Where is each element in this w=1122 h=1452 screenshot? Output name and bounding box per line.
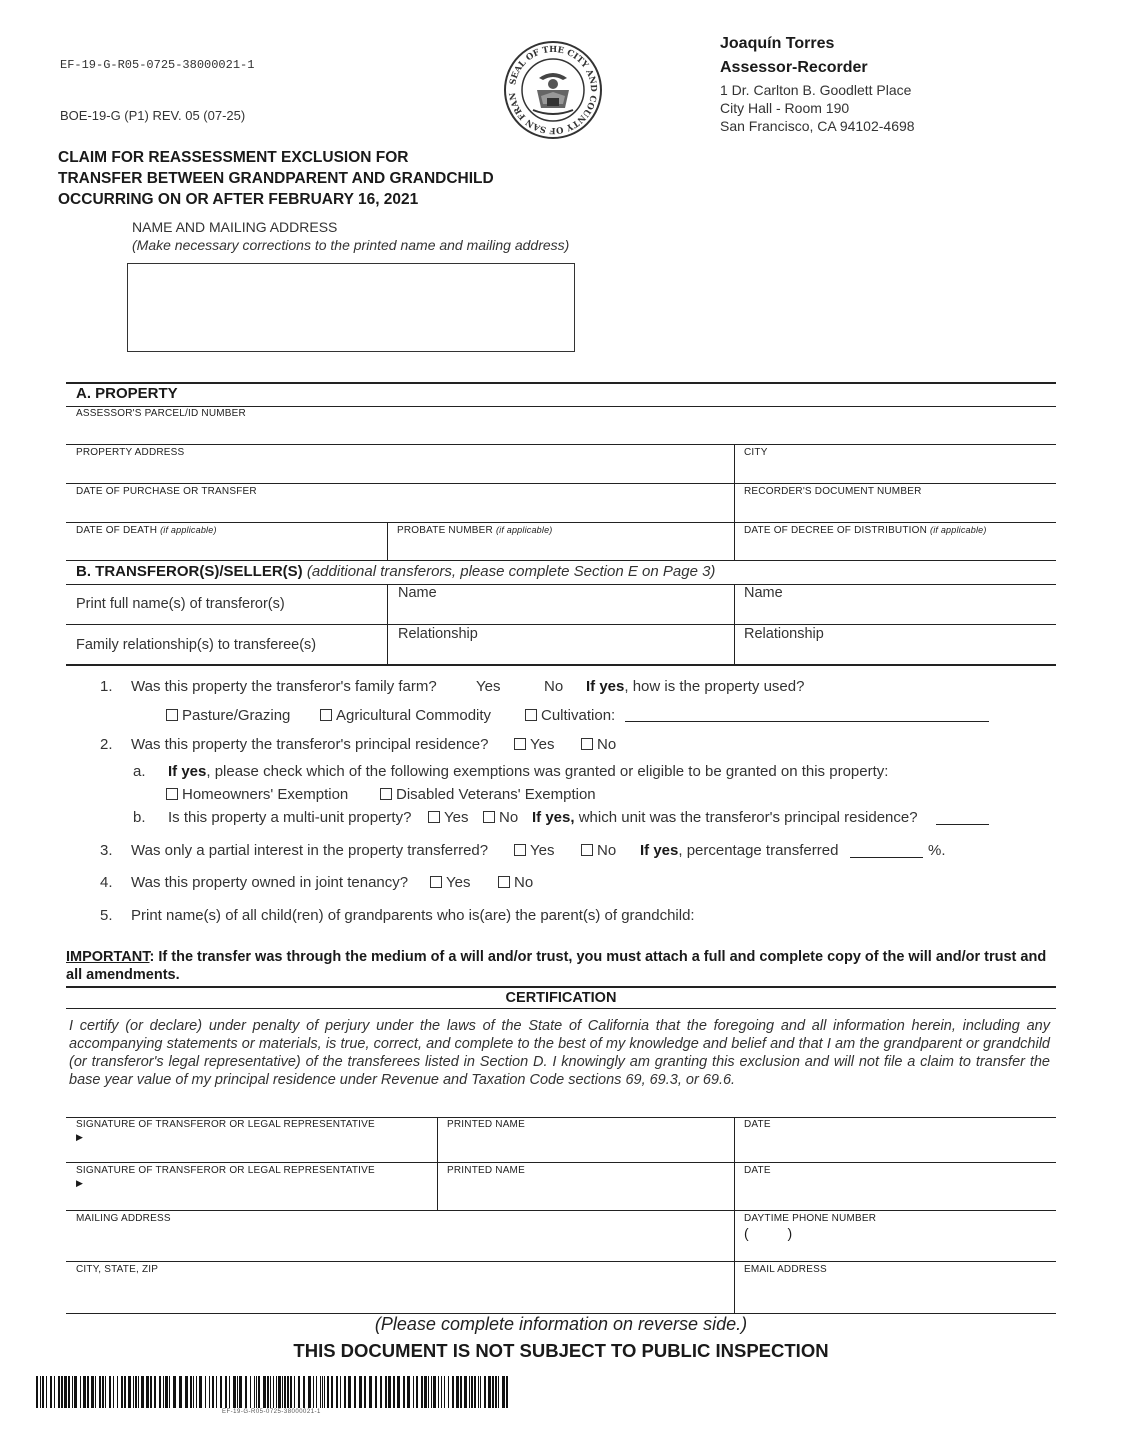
recorder-doc-label: RECORDER'S DOCUMENT NUMBER [744, 486, 922, 497]
date-death-text: DATE OF DEATH [76, 525, 158, 536]
q2a-opt-label: Disabled Veterans' Exemption [396, 786, 596, 803]
assessor-name: Joaquín Torres [720, 35, 835, 52]
printed-name-2-label: PRINTED NAME [447, 1165, 525, 1176]
transferor-name-1-input[interactable] [388, 603, 733, 623]
assessor-address-line: City Hall - Room 190 [720, 100, 850, 116]
important-text: : If the transfer was through the medium of a will and/or trust, you must attach a full and complete copy of the will and/or trust and all amendments. [66, 949, 1047, 983]
mailing-address-box[interactable] [127, 263, 575, 352]
checkbox[interactable] [166, 788, 178, 800]
q2b-follow-text: which unit was the transferor's principal residence? [578, 809, 918, 826]
q2-no-option[interactable] [581, 736, 616, 753]
relationship-row-label: Family relationship(s) to transferee(s) [76, 637, 317, 653]
q4-yes-option[interactable] [430, 874, 470, 891]
parcel-label: ASSESSOR'S PARCEL/ID NUMBER [76, 408, 246, 419]
percent-sign: %. [928, 842, 946, 859]
checkbox[interactable] [525, 709, 537, 721]
q1-text: Was this property the transferor's family farm? [131, 678, 437, 695]
date-1-input[interactable] [735, 1132, 1055, 1160]
relationship-label: Relationship [398, 626, 478, 642]
date-death-input[interactable] [66, 537, 386, 559]
relationship-2-input[interactable] [735, 644, 1055, 664]
q2a-num: a. [133, 763, 146, 780]
barcode-text: EF-19-G-R05-0725-38000021-1 [222, 1409, 321, 1415]
city-state-zip-input[interactable] [66, 1277, 733, 1311]
date-2-input[interactable] [735, 1178, 1055, 1208]
city-input[interactable] [734, 458, 1056, 482]
form-title-line: OCCURRING ON OR AFTER FEBRUARY 16, 2021 [58, 191, 419, 208]
form-number: BOE-19-G (P1) REV. 05 (07-25) [60, 108, 246, 123]
printed-name-1-input[interactable] [438, 1132, 733, 1160]
property-address-input[interactable] [66, 458, 733, 482]
q2a-text [168, 763, 888, 780]
q3-if-yes: If yes [640, 842, 679, 859]
q3-no-option[interactable] [581, 842, 616, 859]
q3-text: Was only a partial interest in the property transferred? [131, 842, 489, 859]
checkbox[interactable] [428, 811, 440, 823]
q3-num: 3. [100, 842, 113, 859]
if-applicable-note: (if applicable) [495, 525, 553, 535]
relationship-1-input[interactable] [388, 644, 733, 664]
decree-input[interactable] [734, 537, 1056, 559]
percentage-input[interactable] [850, 843, 923, 858]
section-b-subtitle: (additional transferors, please complete Section E on Page 3) [306, 563, 716, 580]
assessor-title: Assessor-Recorder [720, 59, 868, 76]
q2b-yes-label: Yes [444, 809, 469, 826]
signature-arrow-icon: ▶ [76, 1132, 83, 1142]
q2b-followup [532, 809, 918, 826]
not-public-notice: THIS DOCUMENT IS NOT SUBJECT TO PUBLIC INSPECTION [293, 1340, 829, 1361]
checkbox[interactable] [514, 738, 526, 750]
checkbox[interactable] [166, 709, 178, 721]
important-label: IMPORTANT [66, 949, 150, 965]
q1-follow-text: , how is the property used? [624, 678, 805, 695]
phone-input[interactable]: ( ) [744, 1225, 793, 1241]
reverse-note: (Please complete information on reverse side.) [374, 1314, 748, 1334]
q2a-opt-label: Homeowners' Exemption [182, 786, 349, 803]
q1-no-option[interactable]: No [544, 678, 564, 695]
q1-opt-pasture[interactable] [166, 707, 290, 724]
email-label: EMAIL ADDRESS [744, 1264, 827, 1275]
assessor-address-line: San Francisco, CA 94102-4698 [720, 118, 915, 134]
q1-opt-label: Agricultural Commodity [336, 707, 492, 724]
q1-opt-cultivation[interactable] [525, 707, 615, 724]
q5-num: 5. [100, 907, 113, 924]
date-1-label: DATE [744, 1119, 771, 1130]
seal-ring-text: SEAL OF THE CITY AND COUNTY OF SAN FRAN [507, 44, 599, 136]
q5-text: Print name(s) of all child(ren) of grandparents who is(are) the parent(s) of grandchild: [131, 907, 695, 924]
checkbox[interactable] [430, 876, 442, 888]
checkbox[interactable] [380, 788, 392, 800]
name-label: Name [744, 585, 783, 601]
checkbox[interactable] [581, 844, 593, 856]
q1-followup [586, 678, 804, 695]
q5-input[interactable] [131, 925, 1051, 943]
signature-1-label: SIGNATURE OF TRANSFEROR OR LEGAL REPRESENTATIVE [76, 1119, 375, 1130]
q2-text: Was this property the transferor's principal residence? [131, 736, 489, 753]
signature-1-input[interactable] [90, 1132, 430, 1160]
q2a-opt-veterans[interactable] [380, 786, 596, 803]
mailing-address-label: MAILING ADDRESS [76, 1213, 171, 1224]
q2b-if-yes: If yes, [532, 809, 575, 826]
q4-num: 4. [100, 874, 113, 891]
q3-yes-option[interactable] [514, 842, 554, 859]
q2b-no-label: No [499, 809, 519, 826]
recorder-doc-input[interactable] [734, 497, 1056, 521]
signature-2-input[interactable] [90, 1178, 430, 1208]
probate-label [397, 525, 552, 536]
certification-text: I certify (or declare) under penalty of perjury under the laws of the State of California that the foregoing and all information herein, including any accompanying statements or materials, is true, correct, and complete to the best of my knowledge and belief and that I am the grandparent or grandchild (or transferor's legal representative) of the transferees listed in Section D. I knowingly am granting this exclusion and will not file a claim to transfer the base year value of my principal residence under Revenue and Taxation Code sections 69, 69.3, or 69.6. [69, 1018, 1050, 1088]
q3-followup [640, 842, 838, 859]
section-b-heading: B. TRANSFEROR(S)/SELLER(S) [76, 563, 303, 580]
assessor-address [720, 81, 915, 135]
checkbox[interactable] [483, 811, 495, 823]
form-title-line: TRANSFER BETWEEN GRANDPARENT AND GRANDCHILD [58, 170, 494, 187]
important-note [66, 948, 1056, 984]
mailing-address-input[interactable] [66, 1226, 733, 1260]
form-title-line: CLAIM FOR REASSESSMENT EXCLUSION FOR [58, 149, 409, 166]
signature-2-label: SIGNATURE OF TRANSFEROR OR LEGAL REPRESENTATIVE [76, 1165, 375, 1176]
certification-title: CERTIFICATION [505, 990, 617, 1006]
q3-no-label: No [597, 842, 617, 859]
q2b-num: b. [133, 809, 146, 826]
name-label: Name [398, 585, 437, 601]
q2b-no-option[interactable] [483, 809, 518, 826]
email-input[interactable] [735, 1277, 1055, 1311]
printed-name-1-label: PRINTED NAME [447, 1119, 525, 1130]
q4-no-option[interactable] [498, 874, 533, 891]
parcel-input[interactable] [66, 420, 1056, 444]
q1-opt-agricultural[interactable] [320, 707, 491, 724]
q1-yes-option[interactable]: Yes [476, 678, 501, 695]
q4-text: Was this property owned in joint tenancy? [131, 874, 409, 891]
q1-opt-label: Pasture/Grazing [182, 707, 291, 724]
transferor-names-label: Print full name(s) of transferor(s) [76, 596, 285, 612]
mailing-label: NAME AND MAILING ADDRESS [132, 219, 338, 235]
q2-num: 2. [100, 736, 113, 753]
date-purchase-input[interactable] [66, 497, 733, 521]
q2b-text: Is this property a multi-unit property? [168, 809, 412, 826]
date-death-label [76, 525, 217, 536]
city-seal [503, 40, 603, 140]
mailing-note: (Make necessary corrections to the printed name and mailing address) [132, 237, 570, 253]
printed-name-2-input[interactable] [438, 1178, 733, 1208]
q3-follow-text: , percentage transferred [678, 842, 839, 859]
signature-arrow-icon: ▶ [76, 1178, 83, 1188]
probate-text: PROBATE NUMBER [397, 525, 493, 536]
if-applicable-note: (if applicable) [930, 525, 987, 535]
q4-no-label: No [514, 874, 534, 891]
q2a-if-yes: If yes [168, 763, 207, 780]
checkbox[interactable] [514, 844, 526, 856]
city-state-zip-label: CITY, STATE, ZIP [76, 1264, 159, 1275]
unit-input[interactable] [936, 810, 989, 825]
q1-opt-label: Cultivation: [541, 707, 616, 724]
q1-if-yes: If yes [586, 678, 625, 695]
section-a-title: A. PROPERTY [76, 385, 178, 402]
property-address-label: PROPERTY ADDRESS [76, 447, 185, 458]
city-label: CITY [744, 447, 768, 458]
q2-yes-option[interactable] [514, 736, 554, 753]
barcode [36, 1376, 510, 1408]
q2-no-label: No [597, 736, 617, 753]
checkbox[interactable] [320, 709, 332, 721]
q2-yes-label: Yes [530, 736, 555, 753]
form-title [58, 147, 494, 210]
transferor-name-2-input[interactable] [735, 603, 1055, 623]
form-code: EF-19-G-R05-0725-38000021-1 [60, 58, 255, 72]
checkbox[interactable] [581, 738, 593, 750]
q2a-follow-text: , please check which of the following exemptions was granted or eligible to be granted on this property: [206, 763, 889, 780]
phone-label: DAYTIME PHONE NUMBER [744, 1213, 877, 1224]
cultivation-input[interactable] [625, 707, 989, 722]
assessor-address-line: 1 Dr. Carlton B. Goodlett Place [720, 82, 912, 98]
date-2-label: DATE [744, 1165, 771, 1176]
date-purchase-label: DATE OF PURCHASE OR TRANSFER [76, 486, 257, 497]
q4-yes-label: Yes [446, 874, 471, 891]
q2b-yes-option[interactable] [428, 809, 468, 826]
relationship-label: Relationship [744, 626, 824, 642]
decree-text: DATE OF DECREE OF DISTRIBUTION [744, 525, 928, 536]
checkbox[interactable] [498, 876, 510, 888]
q3-yes-label: Yes [530, 842, 555, 859]
if-applicable-note: (if applicable) [160, 525, 217, 535]
probate-input[interactable] [388, 537, 733, 559]
decree-label [744, 525, 987, 536]
q2a-opt-homeowners[interactable] [166, 786, 348, 803]
section-b-title [76, 563, 715, 580]
q1-num: 1. [100, 678, 113, 695]
